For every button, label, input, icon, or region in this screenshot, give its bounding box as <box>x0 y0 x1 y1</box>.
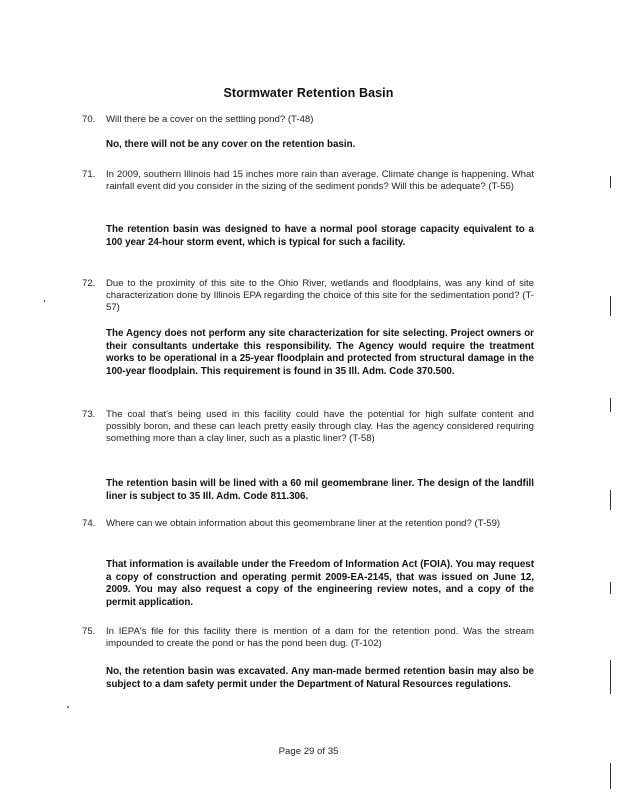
answer-74: That information is available under the Freedom of Information Act (FOIA). You may request a copy of construction and operating permit 2009-EA-2145, that was issued on June 12, 2009. You may also request a copy of the engineering review notes, and a copy of the permit application. <box>106 559 534 608</box>
question-75 <box>82 626 534 650</box>
question-number: 75. <box>82 626 96 637</box>
question-70 <box>82 114 534 126</box>
question-text: Where can we obtain information about this geomembrane liner at the retention pond? (T-59) <box>106 518 501 529</box>
question-text: In IEPA's file for this facility there is mention of a dam for the retention pond. Was the stream impounded to create the pond or has the pond been dug. (T-102) <box>106 626 534 650</box>
question-74 <box>82 518 534 530</box>
change-bar <box>610 490 611 510</box>
answer-71: The retention basin was designed to have a normal pool storage capacity equivalent to a 100 year 24-hour storm event, which is typical for such a facility. <box>106 224 534 248</box>
change-bar <box>610 582 611 594</box>
change-bar <box>610 296 611 316</box>
change-bar <box>610 176 611 188</box>
question-text: In 2009, southern Illinois had 15 inches more rain than average. Climate change is happening. What rainfall event did you consider in the sizing of the sediment ponds? Will this be adequate? (T-55) <box>106 169 534 193</box>
question-73 <box>82 409 534 446</box>
question-number: 72. <box>82 278 96 289</box>
answer-72: The Agency does not perform any site characterization for site selecting. Project owners or their consultants undertake this responsibility. The Agency would require the treatment works to be operational in a 25-year floodplain and protected from structural damage in the 100-year floodplain. This requirement is found in 35 Ill. Adm. Code 370.500. <box>106 328 534 377</box>
question-text: Will there be a cover on the settling pond? (T-48) <box>106 114 314 125</box>
question-text: The coal that's being used in this facility could have the potential for high sulfate content and possibly boron, and these can leach pretty easily through clay. Has the agency considered requiring something more than a clay liner, such as a plastic liner? (T-58) <box>106 409 534 445</box>
scan-speck <box>44 300 45 302</box>
answer-70: No, there will not be any cover on the retention basin. <box>106 139 356 150</box>
answer-73: The retention basin will be lined with a 60 mil geomembrane liner. The design of the landfill liner is subject to 35 Ill. Adm. Code 811.306. <box>106 478 534 502</box>
question-number: 73. <box>82 409 96 420</box>
section-title: Stormwater Retention Basin <box>223 86 394 100</box>
question-72 <box>82 278 534 315</box>
scan-speck <box>67 706 69 708</box>
question-number: 74. <box>82 518 96 529</box>
change-bar <box>610 763 611 789</box>
question-71 <box>82 169 534 193</box>
change-bar <box>610 398 611 412</box>
question-number: 70. <box>82 114 96 125</box>
change-bar <box>610 660 611 694</box>
question-text: Due to the proximity of this site to the Ohio River, wetlands and floodplains, was any kind of site characterization done by Illinois EPA regarding the choice of this site for the sedimentation pond? (T-57) <box>106 278 534 314</box>
answer-75: No, the retention basin was excavated. Any man-made bermed retention basin may also be subject to a dam safety permit under the Department of Natural Resources regulations. <box>106 666 534 690</box>
page-number: Page 29 of 35 <box>278 746 339 757</box>
question-number: 71. <box>82 169 96 180</box>
